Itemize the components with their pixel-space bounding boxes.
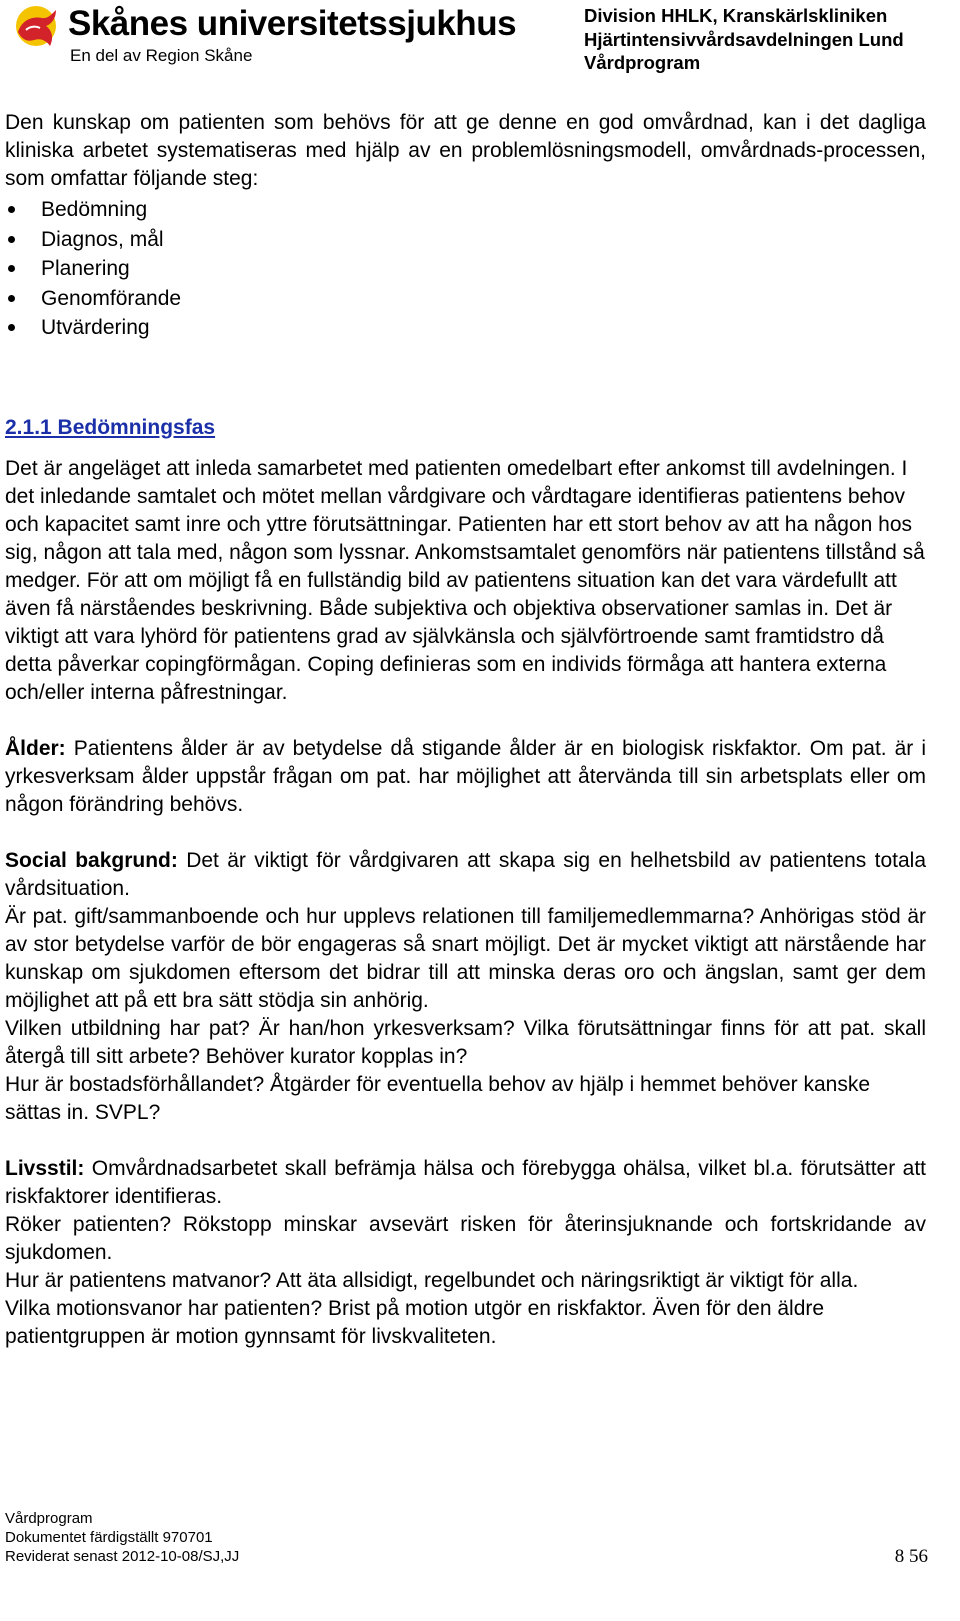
lifestyle-paragraph-2: Röker patienten? Rökstopp minskar avsevärt risken för återinsjuknande och fortskridande av sjukdomen. — [5, 1212, 926, 1264]
lifestyle-paragraph-4: Vilka motionsvanor har patienten? Brist på motion utgör en riskfaktor. Även för den äldre patientgruppen är motion gynnsamt för livskvaliteten. — [5, 1296, 825, 1348]
assessment-paragraph: Det är angeläget att inleda samarbetet med patienten omedelbart efter ankomst till avdelningen. I det inledande samtalet och mötet mellan vårdgivare och vårdtagare identifieras patientens behov och kapacitet samt inre och yttre förutsättningar. Patienten har ett stort behov av att ha någon hos sig, någon att tala med, någon som lyssnar. Ankomstsamtalet genomförs när patientens tillstånd så medger. För att om möjligt få en fullständig bild av patientens situation kan det vara värdefullt att även få närståendes beskrivning. Både subjektiva och objektiva observationer samlas in. Det är viktigt att vara lyhörd för patientens grad av självkänsla och självförtroende samt framtidstro då detta påverkar copingförmågan. Coping definieras som en individs förmåga att hantera externa och/eller interna påfrestningar. — [5, 456, 925, 704]
list-item: Utvärdering — [5, 313, 926, 343]
logo-subtitle: En del av Region Skåne — [70, 46, 253, 65]
page-header — [0, 0, 960, 80]
section-heading-link[interactable]: 2.1.1 Bedömningsfas — [5, 415, 216, 439]
process-steps-list — [5, 195, 926, 343]
list-item: Genomförande — [5, 284, 926, 314]
bullet-icon — [8, 236, 15, 243]
lifestyle-paragraph-3: Hur är patientens matvanor? Att äta allsidigt, regelbundet och näringsriktigt är viktigt för alla. — [5, 1268, 859, 1292]
intro-paragraph: Den kunskap om patienten som behövs för att ge denne en god omvårdnad, kan i det dagliga kliniska arbetet systematiseras med hjälp av en problemlösningsmodell, omvårdnads-processen, som omfattar följande steg: — [5, 111, 926, 190]
header-doc-type: Vårdprogram — [584, 52, 701, 73]
list-item: Bedömning — [5, 195, 926, 225]
age-label: Ålder: — [5, 736, 66, 760]
footer-completed: Dokumentet färdigställt 970701 — [5, 1529, 213, 1546]
list-item: Diagnos, mål — [5, 225, 926, 255]
social-label: Social bakgrund: — [5, 848, 178, 872]
document-body — [5, 109, 926, 1351]
header-unit: Hjärtintensivvårdsavdelningen Lund — [584, 28, 904, 50]
lifestyle-text: Omvårdnadsarbetet skall befrämja hälsa och förebygga ohälsa, vilket bl.a. förutsätter att riskfaktorer identifieras. — [5, 1156, 926, 1208]
lifestyle-label: Livsstil: — [5, 1156, 85, 1180]
social-paragraph-4: Hur är bostadsförhållandet? Åtgärder för eventuella behov av hjälp i hemmet behöver kanske sättas in. SVPL? — [5, 1072, 871, 1124]
griffin-logo-icon — [12, 2, 64, 54]
social-paragraph-3: Vilken utbildning har pat? Är han/hon yrkesverksam? Vilka förutsättningar finns för att pat. skall återgå till sitt arbete? Behöver kurator kopplas in? — [5, 1016, 926, 1068]
bullet-icon — [8, 265, 15, 272]
header-department — [584, 4, 904, 75]
page-footer — [5, 1509, 239, 1566]
list-item: Planering — [5, 254, 926, 284]
header-division: Division HHLK, Kranskärlskliniken — [584, 5, 888, 26]
bullet-icon — [8, 324, 15, 331]
lifestyle-paragraph — [5, 1155, 926, 1211]
age-text: Patientens ålder är av betydelse då stigande ålder är en biologisk riskfaktor. Om pat. är i yrkesverksam ålder uppstår frågan om pat. har möjlighet att återvända till sin arbetsplats eller om någon förändring behövs. — [5, 736, 926, 816]
bullet-icon — [8, 206, 15, 213]
social-text: Det är viktigt för vårdgivaren att skapa sig en helhetsbild av patientens totala vårdsituation. — [5, 848, 927, 900]
logo-title: Skånes universitetssjukhus — [68, 4, 517, 43]
footer-revised: Reviderat senast 2012-10-08/SJ,JJ — [5, 1548, 240, 1565]
page-number: 8 56 — [894, 1546, 928, 1567]
social-paragraph — [5, 847, 926, 903]
hospital-logo — [12, 2, 532, 72]
social-paragraph-2: Är pat. gift/sammanboende och hur upplevs relationen till familjemedlemmarna? Anhörigas stöd är av stor betydelse varför de bör engageras så snart möjligt. Det är mycket viktigt att närstående har kunskap om sjukdomen eftersom det bidrar till att minska deras oro och ängslan, samt ger dem möjlighet att på ett bra sätt stödja sin anhörig. — [5, 904, 926, 1012]
bullet-icon — [8, 295, 15, 302]
footer-doc-type: Vårdprogram — [5, 1510, 93, 1527]
age-paragraph — [5, 735, 926, 819]
